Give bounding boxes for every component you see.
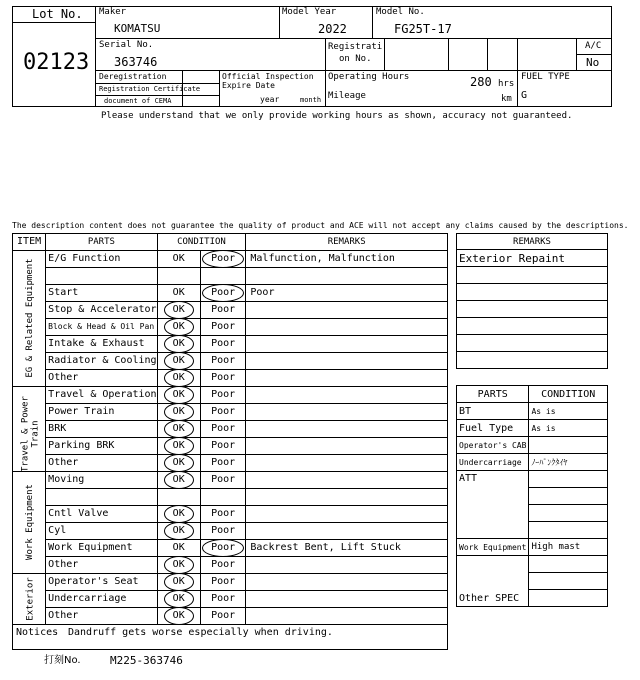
condition-ok-cell [157,455,200,472]
condition-ok-cell [157,489,200,506]
table-row [13,404,448,421]
table-row [457,437,608,454]
part-name [46,489,157,506]
parts-box-parts-header: PARTS [457,386,529,403]
other-spec-value-cell [529,573,608,590]
notices-label: Notices [16,627,59,638]
remark-cell [246,506,448,523]
part-name: Radiator & Cooling [46,353,157,370]
condition-poor-cell [200,285,246,302]
part-name: Parking BRK [46,438,157,455]
part-name: Cntl Valve [46,506,157,523]
ac-value: No [586,56,600,69]
ok-mark: OK [172,542,185,553]
year-label: year [260,95,280,104]
condition-ok-cell [157,608,200,625]
remark-cell [246,574,448,591]
parts-box-part: Fuel Type [457,420,529,437]
lot-label: Lot No. [32,7,83,21]
table-row [13,608,448,625]
remark-cell [246,591,448,608]
part-name: Other [46,608,157,625]
att-label: ATT [457,471,529,539]
remarks-line [457,267,608,284]
ok-mark: OK [172,253,185,264]
remark-cell: Poor [246,285,448,302]
poor-mark: Poor [211,559,236,570]
table-row [457,420,608,437]
condition-poor-cell [200,557,246,574]
condition-ok-cell [157,404,200,421]
ok-mark-circled: OK [166,508,192,520]
parts-box-condition: As is [529,403,608,420]
poor-mark: Poor [211,321,236,332]
table-row [13,421,448,438]
condition-poor-cell [200,370,246,387]
poor-mark: Poor [211,525,236,536]
table-row [457,403,608,420]
part-name: Power Train [46,404,157,421]
condition-ok-cell [157,387,200,404]
condition-ok-cell [157,285,200,302]
ok-mark-circled: OK [166,593,192,605]
poor-mark: Poor [211,610,236,621]
part-name: Other [46,370,157,387]
item-group-label [13,574,46,625]
poor-mark-circled: Poor [204,542,242,554]
parts-box-part: Operator's CAB [457,437,529,454]
table-row [13,319,448,336]
condition-ok-cell [157,251,200,268]
condition-poor-cell [200,574,246,591]
att-value-cell [529,505,608,522]
condition-poor-cell [200,472,246,489]
poor-mark: Poor [211,457,236,468]
condition-ok-cell [157,353,200,370]
condition-poor-cell [200,591,246,608]
model-no-value: FG25T-17 [394,22,452,36]
remarks-line [457,301,608,318]
table-row [13,438,448,455]
condition-ok-cell [157,302,200,319]
remark-cell: Backrest Bent, Lift Stuck [246,540,448,557]
condition-poor-cell [200,421,246,438]
poor-mark: Poor [211,372,236,383]
part-name: Start [46,285,157,302]
ok-mark-circled: OK [166,389,192,401]
poor-mark: Poor [211,508,236,519]
condition-ok-cell [157,540,200,557]
condition-ok-cell [157,268,200,285]
parts-box-condition: ﾉｰﾊﾟﾝｸﾀｲﾔ [529,454,608,471]
condition-ok-cell [157,336,200,353]
ok-mark-circled: OK [166,321,192,333]
remark-cell [246,404,448,421]
table-row [13,353,448,370]
condition-poor-cell [200,336,246,353]
ok-mark-circled: OK [166,338,192,350]
condition-poor-cell [200,506,246,523]
list-item [457,284,608,301]
poor-mark: Poor [211,406,236,417]
ok-mark-circled: OK [166,406,192,418]
poor-mark: Poor [211,355,236,366]
table-row [13,591,448,608]
part-name: Stop & Accelerator [46,302,157,319]
condition-poor-cell [200,251,246,268]
item-group-label [13,387,46,472]
list-item [457,335,608,352]
item-group-label [13,251,46,387]
remark-cell [246,387,448,404]
operating-hours-value: 280 [470,75,492,89]
remarks-line [457,284,608,301]
table-row [13,523,448,540]
remark-cell: Malfunction, Malfunction [246,251,448,268]
mileage-label: Mileage [328,91,366,101]
poor-mark-circled: Poor [204,287,242,299]
other-spec-label: Other SPEC [457,556,529,607]
remarks-line: Exterior Repaint [457,250,608,267]
condition-ok-cell [157,421,200,438]
remark-cell [246,608,448,625]
parts-box-condition [529,437,608,454]
remark-cell [246,421,448,438]
part-name: Other [46,557,157,574]
table-row [13,387,448,404]
condition-poor-cell [200,387,246,404]
table-row [13,302,448,319]
table-row [13,455,448,472]
part-name [46,268,157,285]
att-value-cell [529,522,608,539]
part-name: BRK [46,421,157,438]
ok-mark-circled: OK [166,525,192,537]
poor-mark: Poor [211,440,236,451]
remarks-header: REMARKS [246,234,448,251]
item-group-text: Travel & Power Train [20,395,40,472]
table-row [13,489,448,506]
part-name: Moving [46,472,157,489]
table-row [13,557,448,574]
remark-cell [246,302,448,319]
list-item [457,267,608,284]
other-spec-value-cell [529,590,608,607]
expire-date-label: Expire Date [222,81,275,90]
remarks-line [457,352,608,369]
condition-poor-cell [200,319,246,336]
serial-value: 363746 [114,55,158,69]
condition-poor-cell [200,489,246,506]
parts-box-part: Undercarriage [457,454,529,471]
remarks-box [456,233,608,369]
ok-mark-circled: OK [166,559,192,571]
remark-cell [246,472,448,489]
remark-cell [246,319,448,336]
model-year-value: 2022 [318,22,347,36]
condition-poor-cell [200,438,246,455]
parts-header: PARTS [46,234,157,251]
condition-ok-cell [157,472,200,489]
model-no-label: Model No. [376,7,425,17]
item-group-label [13,472,46,574]
part-name: Operator's Seat [46,574,157,591]
item-header: ITEM [13,234,46,251]
table-row [13,251,448,268]
notices-text: Dandruff gets worse especially when driving. [68,627,333,638]
list-item [457,318,608,335]
remark-cell [246,370,448,387]
ok-mark-circled: OK [166,440,192,452]
table-row [13,472,448,489]
table-row [13,285,448,302]
parts-box-condition-header: CONDITION [529,386,608,403]
table-row [13,370,448,387]
ok-mark: OK [172,287,185,298]
item-group-text: EG & Related Equipment [25,258,35,378]
registration-certificate-label: Registration Certificate [99,85,201,93]
ok-mark-circled: OK [166,304,192,316]
ok-mark-circled: OK [166,355,192,367]
parts-box-condition: As is [529,420,608,437]
remark-cell [246,455,448,472]
ok-mark-circled: OK [166,576,192,588]
condition-ok-cell [157,557,200,574]
km-label: km [501,94,512,104]
serial-label: Serial No. [99,40,154,50]
ok-mark-circled: OK [166,457,192,469]
ok-mark-circled: OK [166,610,192,622]
table-row [13,540,448,557]
hrs-label: hrs [498,79,515,89]
remarks-line [457,335,608,352]
part-name: Travel & Operation [46,387,157,404]
work-equipment-value: High mast [529,539,608,556]
poor-mark: Poor [211,304,236,315]
hours-note: Please understand that we only provide working hours as shown, accuracy not guaranteed. [101,111,573,121]
condition-ok-cell [157,506,200,523]
poor-mark: Poor [211,423,236,434]
official-inspection-label: Official Inspection [222,72,314,81]
att-value-cell [529,471,608,488]
condition-poor-cell [200,540,246,557]
disclaimer: The description content does not guarantee the quality of product and ACE will not accept any claims caused by the descriptions. [12,221,629,230]
ok-mark-circled: OK [166,474,192,486]
condition-ok-cell [157,591,200,608]
table-row [13,506,448,523]
list-item [457,352,608,369]
condition-poor-cell [200,608,246,625]
remark-cell [246,489,448,506]
condition-ok-cell [157,370,200,387]
part-name: Intake & Exhaust [46,336,157,353]
item-group-text: Work Equipment [25,484,35,560]
poor-mark: Poor [211,338,236,349]
fuel-type-value: G [521,90,528,101]
remark-cell [246,438,448,455]
remarks-line [457,318,608,335]
condition-poor-cell [200,302,246,319]
part-name: Work Equipment [46,540,157,557]
table-row [13,268,448,285]
poor-mark: Poor [211,389,236,400]
lot-number: 02123 [23,50,90,75]
condition-poor-cell [200,404,246,421]
poor-mark: Poor [211,593,236,604]
ok-mark-circled: OK [166,372,192,384]
condition-poor-cell [200,353,246,370]
condition-ok-cell [157,574,200,591]
part-name: Undercarriage [46,591,157,608]
remarks-box-header: REMARKS [457,234,608,250]
condition-ok-cell [157,523,200,540]
condition-ok-cell [157,319,200,336]
table-row [457,454,608,471]
part-name: Other [46,455,157,472]
part-name: E/G Function [46,251,157,268]
part-name: Block & Head & Oil Pan [46,319,157,336]
table-row [13,574,448,591]
model-year-label: Model Year [282,7,337,17]
condition-poor-cell [200,523,246,540]
condition-poor-cell [200,268,246,285]
deregistration-label: Deregistration [99,72,167,81]
remark-cell [246,336,448,353]
operating-hours-label: Operating Hours [328,72,410,82]
condition-header: CONDITION [157,234,246,251]
cema-document-label: document of CEMA [104,97,172,105]
maker-label: Maker [99,7,127,17]
maker-value: KOMATSU [114,22,161,35]
parts-box-part: BT [457,403,529,420]
poor-mark-circled: Poor [204,253,242,265]
ok-mark-circled: OK [166,423,192,435]
condition-table [12,233,448,625]
poor-mark: Poor [211,474,236,485]
part-name: Cyl [46,523,157,540]
stamp-label: 打刻No. [44,655,81,666]
stamp-value: M225-363746 [110,654,183,667]
other-spec-value-cell [529,556,608,573]
condition-ok-cell [157,438,200,455]
att-value-cell [529,488,608,505]
poor-mark: Poor [211,576,236,587]
registration-label-1: Registrati [328,42,383,52]
remark-cell [246,523,448,540]
remark-cell [246,353,448,370]
condition-poor-cell [200,455,246,472]
remark-cell [246,557,448,574]
work-equipment-label: Work Equipment [457,539,529,556]
fuel-type-label: FUEL TYPE [521,72,570,82]
table-row [13,336,448,353]
list-item [457,301,608,318]
list-item [457,250,608,267]
registration-label-2: on No. [339,54,372,64]
remark-cell [246,268,448,285]
parts-condition-box [456,385,608,607]
item-group-text: Exterior [25,576,35,621]
ac-label: A/C [585,41,602,51]
month-label: month [300,96,322,104]
